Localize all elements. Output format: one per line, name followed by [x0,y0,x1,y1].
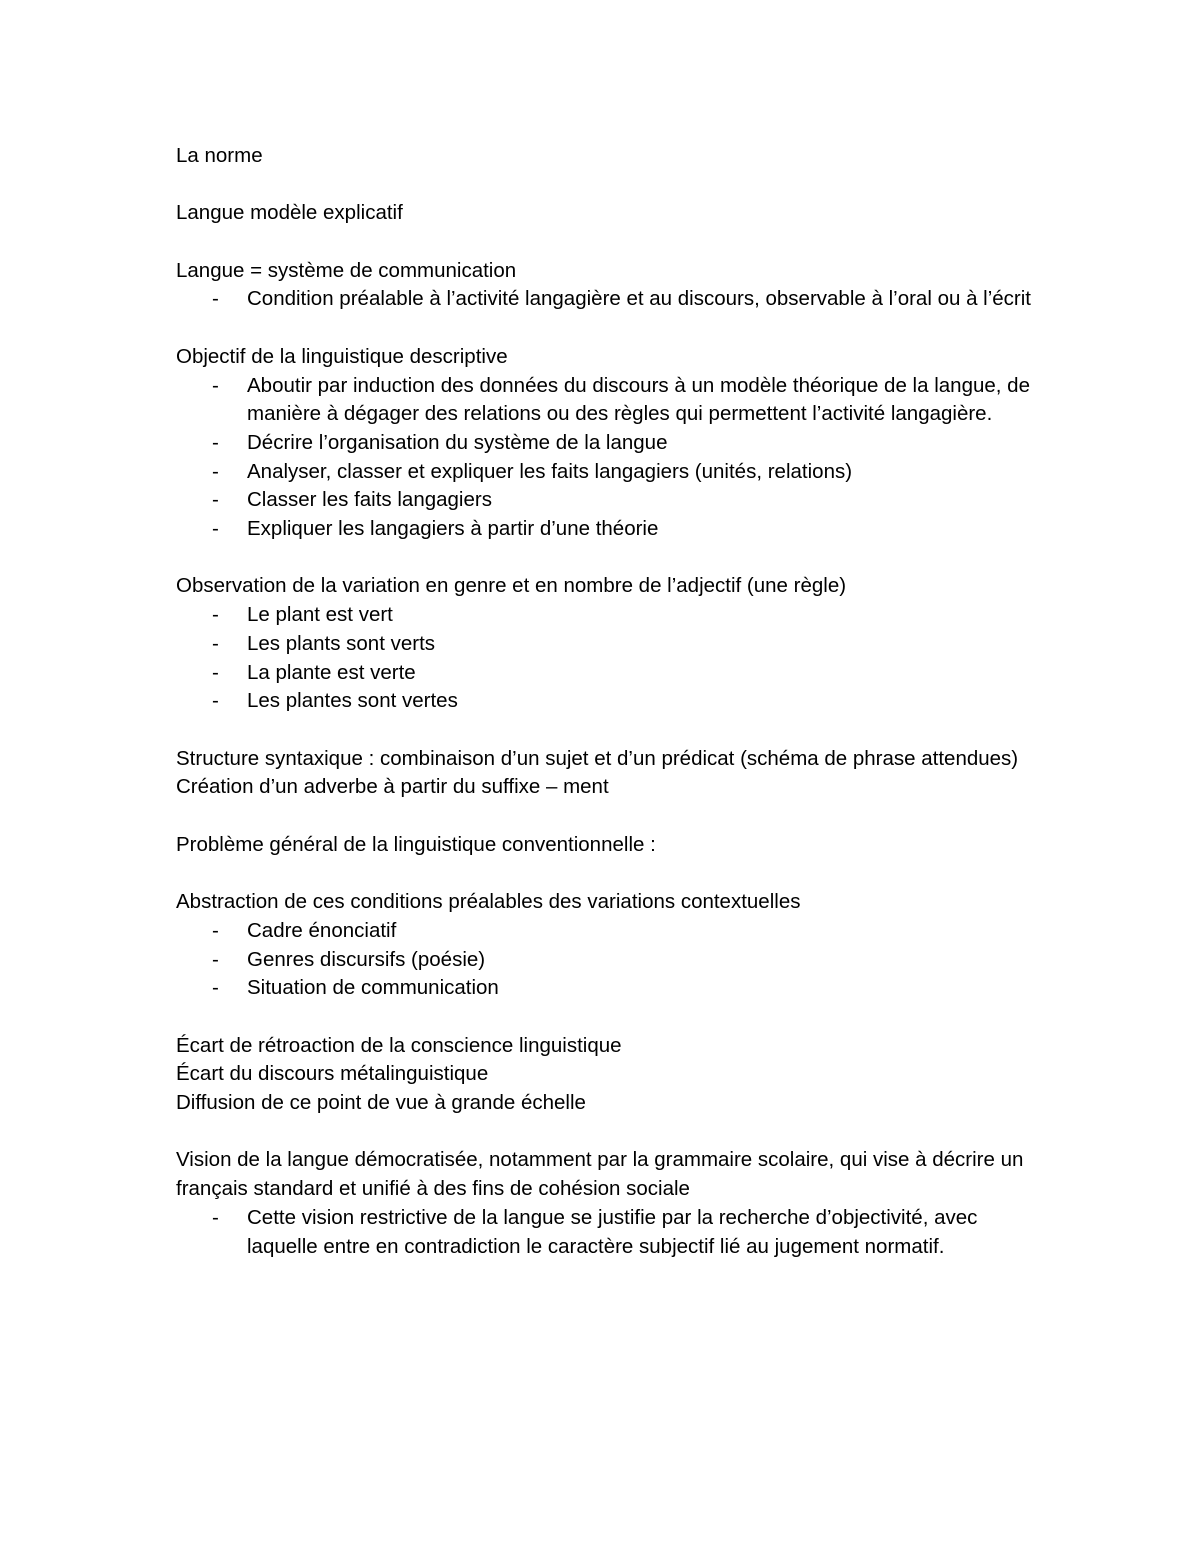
paragraph: Écart de rétroaction de la conscience linguistique [176,1033,622,1057]
bullet-list [176,601,1036,716]
list-item-text: Décrire l’organisation du système de la langue [247,430,668,454]
list-item-text: Le plant est vert [247,603,393,627]
dash-bullet: - [212,918,219,942]
spacer [176,171,1036,200]
paragraph: Création d’un adverbe à partir du suffixe – ment [176,775,609,799]
list-item-text: Expliquer les langagiers à partir d’une théorie [247,517,659,541]
list-item [176,285,1036,314]
section-heading: Langue = système de communication [176,258,517,282]
paragraph: Diffusion de ce point de vue à grande échelle [176,1091,586,1115]
document-page [176,142,1036,1261]
paragraph: Écart du discours métalinguistique [176,1062,489,1086]
spacer [176,1003,1036,1032]
list-item [176,1204,1036,1261]
bullet-list [176,285,1036,314]
dash-bullet: - [212,430,219,454]
spacer [176,544,1036,573]
section-heading: Problème général de la linguistique conventionnelle : [176,832,656,856]
list-item [176,458,1036,487]
list-item-text: Les plantes sont vertes [247,689,458,713]
spacer [176,1118,1036,1147]
dash-bullet: - [212,603,219,627]
spacer [176,716,1036,745]
list-item [176,515,1036,544]
dash-bullet: - [212,689,219,713]
list-item-text: Cadre énonciatif [247,918,397,942]
spacer [176,802,1036,831]
list-item-text: Cette vision restrictive de la langue se justifie par la recherche d’objectivité, avec laquelle entre en contradiction le caractère subjectif lié au jugement normatif. [247,1205,978,1258]
list-item-text: Classer les faits langagiers [247,488,492,512]
list-item [176,486,1036,515]
list-item-text: Les plants sont verts [247,631,436,655]
dash-bullet: - [212,1205,219,1229]
paragraph: Structure syntaxique : combinaison d’un sujet et d’un prédicat (schéma de phrase attendues) [176,746,1019,770]
list-item [176,946,1036,975]
section-heading: Vision de la langue démocratisée, notamment par la grammaire scolaire, qui vise à décrire un français standard et unifié à des fins de cohésion sociale [176,1148,1024,1201]
list-item-text: Genres discursifs (poésie) [247,947,486,971]
list-item-text: Aboutir par induction des données du discours à un modèle théorique de la langue, de manière à dégager des relations ou des règles qui permettent l’activité langagière. [247,373,1030,426]
dash-bullet: - [212,373,219,397]
section-heading: Observation de la variation en genre et en nombre de l’adjectif (une règle) [176,574,847,598]
list-item-text: Analyser, classer et expliquer les faits langagiers (unités, relations) [247,459,853,483]
dash-bullet: - [212,976,219,1000]
list-item [176,687,1036,716]
list-item [176,429,1036,458]
document-title: La norme [176,144,263,167]
list-item-text: Condition préalable à l’activité langagière et au discours, observable à l’oral ou à l’écrit [247,287,1032,311]
heading-langue-modele: Langue modèle explicatif [176,201,403,225]
section-heading: Abstraction de ces conditions préalables des variations contextuelles [176,890,801,914]
dash-bullet: - [212,631,219,655]
list-item [176,974,1036,1003]
dash-bullet: - [212,287,219,311]
section-heading: Objectif de la linguistique descriptive [176,344,508,368]
list-item [176,372,1036,429]
bullet-list [176,917,1036,1003]
list-item [176,601,1036,630]
dash-bullet: - [212,947,219,971]
dash-bullet: - [212,517,219,541]
spacer [176,314,1036,343]
list-item-text: La plante est verte [247,660,416,684]
list-item [176,917,1036,946]
list-item [176,630,1036,659]
list-item-text: Situation de communication [247,976,499,1000]
dash-bullet: - [212,488,219,512]
dash-bullet: - [212,459,219,483]
spacer [176,228,1036,257]
spacer [176,859,1036,888]
bullet-list [176,372,1036,544]
bullet-list [176,1204,1036,1261]
list-item [176,659,1036,688]
dash-bullet: - [212,660,219,684]
